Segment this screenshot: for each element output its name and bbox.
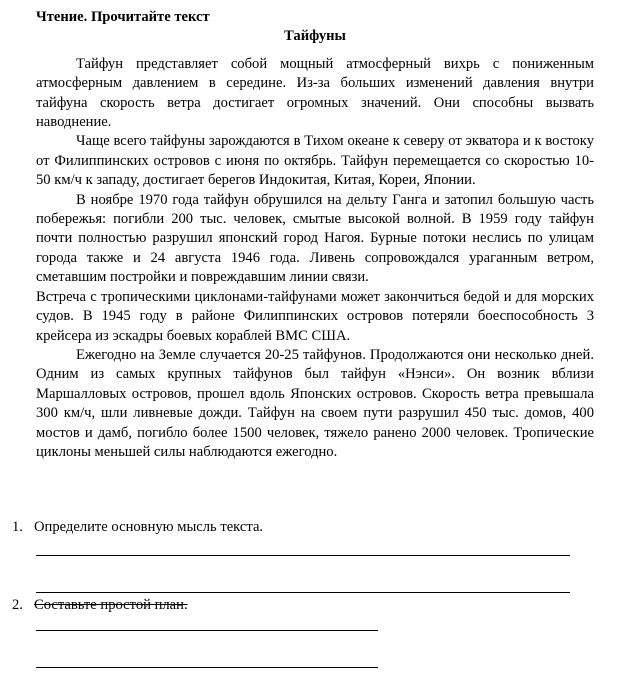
task-item-2: [12, 596, 592, 615]
answer-line-1a[interactable]: [36, 555, 570, 556]
task-text-1: Определите основную мысль текста.: [34, 519, 264, 535]
task-text-2: Составьте простой план.: [34, 597, 188, 613]
paragraph-3: В ноябре 1970 года тайфун обрушился на дельту Ганга и затопил большую часть побережья: погибли 200 тыс. человек, смытые высокой волной. В 1959 году тайфун почти полностью разрушил японский город Нагоя. Бурные потоки неслись по улицам города также и 24 августа 1946 года. Ливень сопровождался ураганным ветром, сметавшим постройки и повреждавшим линии связи.: [36, 191, 594, 286]
paragraph-4: Встреча с тропическими циклонами-тайфунами может закончиться бедой и для морских судов. В 1945 году в районе Филиппинских островов потеряли боеспособность 3 крейсера из эскадры боевых кораблей ВМС США.: [36, 288, 594, 344]
task-number-1: 1.: [12, 519, 23, 535]
document-page: [36, 8, 594, 462]
task-number-2: 2.: [12, 597, 23, 613]
task-item-1: [12, 518, 592, 537]
reading-heading: Чтение. Прочитайте текст: [36, 9, 210, 25]
paragraph-1: Тайфун представляет собой мощный атмосферный вихрь с пониженным атмосферным давлением в середине. Из-за больших изменений давления внутри тайфуна скорость ветра достигает огромных значений. Они способны вызвать наводнение.: [36, 55, 594, 131]
paragraph-2: Чаще всего тайфуны зарождаются в Тихом океане к северу от экватора и к востоку от Филиппинских островов с июня по октябрь. Тайфун перемещается со скоростью 10-50 км/ч к западу, достигает берегов Индокитая, Китая, Кореи, Японии.: [36, 133, 594, 189]
answer-line-1b[interactable]: [36, 592, 570, 593]
text-title: Тайфуны: [284, 28, 346, 45]
answer-line-2a[interactable]: [36, 630, 378, 631]
paragraph-5: Ежегодно на Земле случается 20-25 тайфунов. Продолжаются они несколько дней. Одним из самых крупных тайфунов был тайфун «Нэнси». Он возник вблизи Маршалловых островов, прошел вдоль Японских островов. Скорость ветра превышала 300 км/ч, шли ливневые дожди. Тайфун на своем пути разрушил 450 тыс. домов, 400 мостов и дамб, погибло более 1500 человек, тяжело ранено 2000 человек. Тропические циклоны меньшей силы наблюдаются ежегодно.: [36, 346, 594, 460]
task-list: [12, 518, 592, 537]
answer-line-2b[interactable]: [36, 667, 378, 668]
task-list-2: [12, 596, 592, 615]
